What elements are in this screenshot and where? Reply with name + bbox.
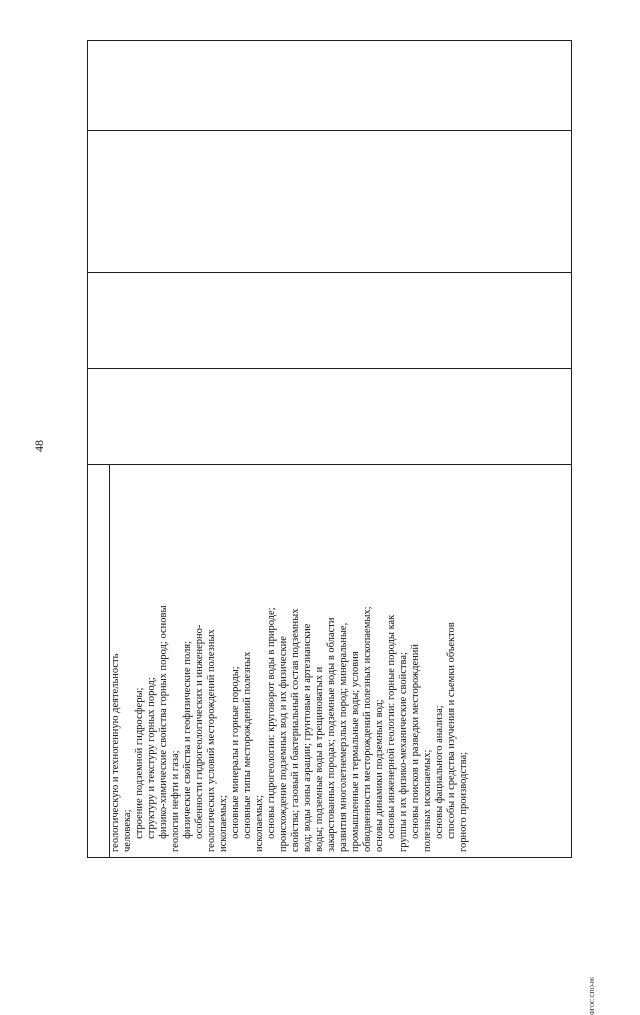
content-line: способы и средства изучения и съемки объектов bbox=[446, 622, 457, 852]
content-line: человека; bbox=[122, 809, 133, 852]
table-content-cell bbox=[110, 606, 469, 853]
content-line: основы инженерной геологии: горные породы как bbox=[386, 614, 397, 852]
content-line: горного производства; bbox=[458, 751, 469, 852]
content-line: основные минералы и горные породы; bbox=[230, 666, 241, 852]
content-line: вод; воды зоны аэрации; грунтовые и артезианские bbox=[302, 623, 313, 852]
content-line: структуру и текстуру горных пород; bbox=[146, 677, 157, 852]
content-line: основы фациального анализа; bbox=[434, 705, 445, 852]
footer-code: ФГОС СПО-06 bbox=[590, 977, 596, 1015]
content-line: развития многолетнемерзлых пород; минеральные, bbox=[338, 622, 349, 852]
content-line: ископаемых; bbox=[218, 795, 229, 852]
content-line: основы гидрогеологии: круговорот воды в природе; bbox=[266, 607, 277, 852]
content-line: полезных ископаемых; bbox=[422, 749, 433, 852]
content-line: свойства; газовый и бактериальный состав подземных bbox=[290, 608, 301, 852]
content-line: основы динамики подземных вод; bbox=[374, 699, 385, 852]
content-line: группы и их физико-механические свойства; bbox=[398, 652, 409, 852]
content-line: основные типы месторождений полезных bbox=[242, 651, 253, 852]
content-line: особенности гидрогеологических и инженерно- bbox=[194, 624, 205, 852]
content-line: основы поисков и разведки месторождений bbox=[410, 643, 421, 852]
content-line: физические свойства и геофизические поля; bbox=[182, 640, 193, 852]
content-line: ископаемых; bbox=[254, 795, 265, 852]
content-line: закарстованных породах; подземные воды в области bbox=[326, 617, 337, 852]
content-line: воды; подземные воды в трещиноватых и bbox=[314, 666, 325, 852]
content-line: промышленные и термальные воды; условия bbox=[350, 651, 361, 852]
content-line: физико-химические свойства горных пород; основы bbox=[158, 605, 169, 852]
content-line: обводненности месторождений полезных ископаемых; bbox=[362, 606, 373, 852]
content-line: происхождение подземных вод и их физические bbox=[278, 636, 289, 852]
content-line: геологии нефти и газа; bbox=[170, 750, 181, 852]
page-number: 48 bbox=[32, 440, 46, 452]
content-line: геологическую и техногенную деятельность bbox=[110, 653, 121, 852]
content-line: строение подземной гидросферы; bbox=[134, 687, 145, 852]
content-line: геологических условий месторождений полезных bbox=[206, 629, 217, 852]
